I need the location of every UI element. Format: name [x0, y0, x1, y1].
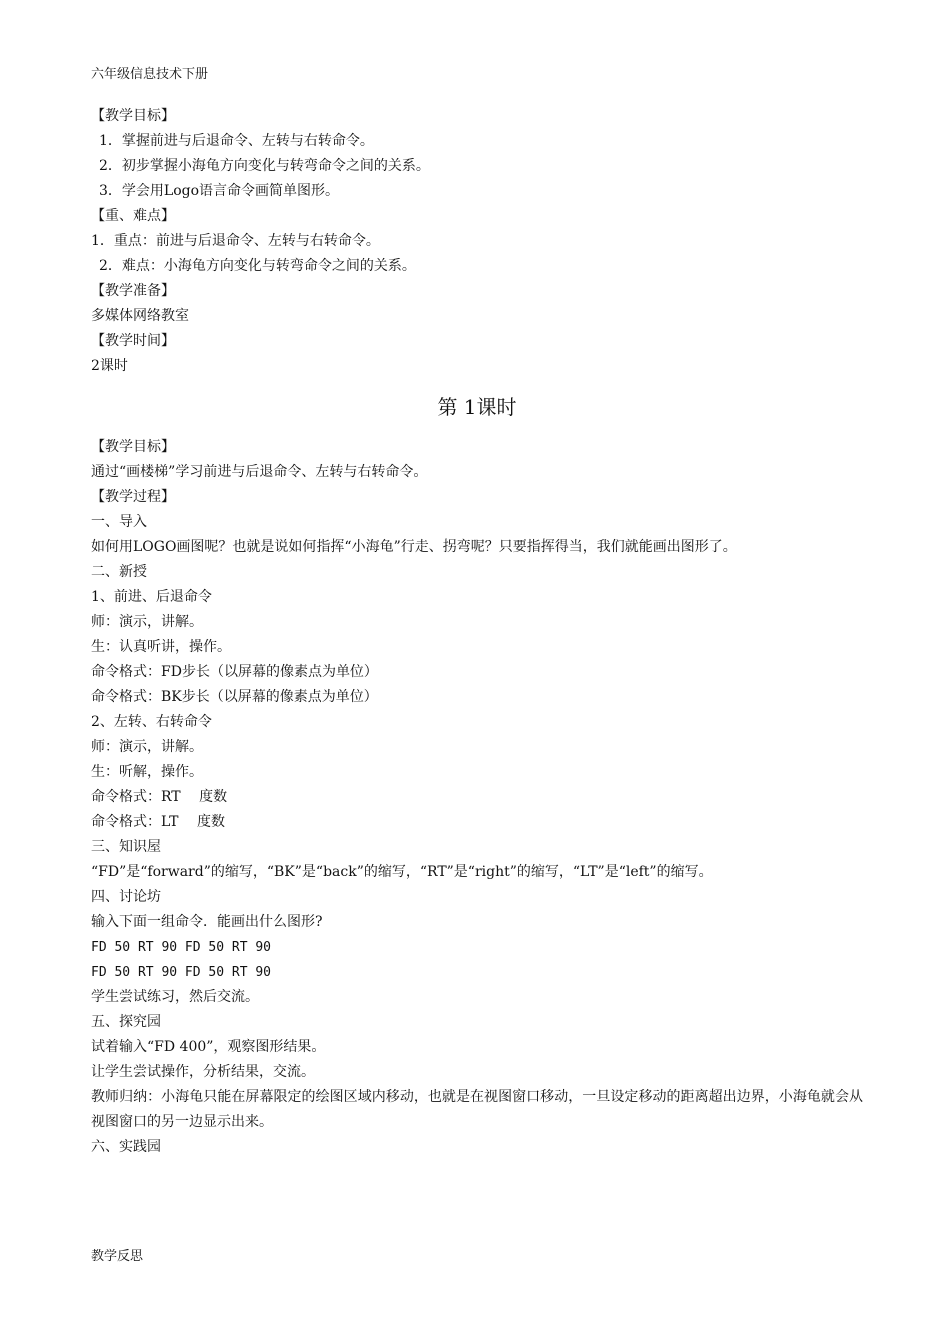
- section-explore: 五、探究园: [91, 1014, 161, 1030]
- section-intro-text: 如何用LOGO画图呢？也就是说如何指挥“小海龟”行走、拐弯呢？只要指挥得当，我们就能画出图形了。: [91, 539, 737, 555]
- knowledge-text: “FD”是“forward”的缩写，“BK”是“back”的缩写，“RT”是“right”的缩写，“LT”是“left”的缩写。: [91, 864, 713, 880]
- discussion-after: 学生尝试练习，然后交流。: [91, 989, 259, 1005]
- student-line: 生：听解，操作。: [91, 764, 203, 780]
- section-knowledge: 三、知识屋: [91, 839, 161, 855]
- prep-heading: 【教学准备】: [91, 283, 175, 299]
- lesson-goals-heading: 【教学目标】: [91, 439, 175, 455]
- section-discussion: 四、讨论坊: [91, 889, 161, 905]
- section-intro: 一、导入: [91, 514, 147, 530]
- prep-text: 多媒体网络教室: [91, 308, 189, 324]
- lesson-goals-text: 通过“画楼梯”学习前进与后退命令、左转与右转命令。: [91, 464, 428, 480]
- command-format: 命令格式：RT 度数: [91, 789, 228, 805]
- student-line: 生：认真听讲，操作。: [91, 639, 231, 655]
- time-text: 2课时: [91, 358, 128, 374]
- command-line: FD 50 RT 90 FD 50 RT 90: [91, 965, 272, 980]
- section-new: 二、新授: [91, 564, 147, 580]
- command-format: 命令格式：FD步长（以屏幕的像素点为单位）: [91, 664, 378, 680]
- focus-item: 2．难点：小海龟方向变化与转弯命令之间的关系。: [99, 258, 416, 274]
- explore-text: 让学生尝试操作，分析结果，交流。: [91, 1064, 315, 1080]
- goal-item: 2．初步掌握小海龟方向变化与转弯命令之间的关系。: [99, 158, 430, 174]
- teacher-summary: 教师归纳：小海龟只能在屏幕限定的绘图区域内移动，也就是在视图窗口移动，一旦设定移动的距离超出边界，小海龟就会从视图窗口的另一边显示出来。: [91, 1089, 863, 1130]
- time-heading: 【教学时间】: [91, 333, 175, 349]
- section-practice: 六、实践园: [91, 1139, 161, 1155]
- explore-text: 试着输入“FD 400”，观察图形结果。: [91, 1039, 326, 1055]
- teacher-line: 师：演示，讲解。: [91, 739, 203, 755]
- teacher-line: 师：演示，讲解。: [91, 614, 203, 630]
- subsection-left-right: 2、左转、右转命令: [91, 714, 212, 730]
- goal-item: 1．掌握前进与后退命令、左转与右转命令。: [99, 133, 374, 149]
- subsection-forward-back: 1、前进、后退命令: [91, 589, 212, 605]
- command-line: FD 50 RT 90 FD 50 RT 90: [91, 940, 272, 955]
- process-heading: 【教学过程】: [91, 489, 175, 505]
- page-header: 六年级信息技术下册: [91, 67, 209, 82]
- command-format: 命令格式：BK步长（以屏幕的像素点为单位）: [91, 689, 378, 705]
- command-format: 命令格式：LT 度数: [91, 814, 225, 830]
- discussion-text: 输入下面一组命令．能画出什么图形?: [91, 914, 323, 930]
- focus-item: 1．重点：前进与后退命令、左转与右转命令。: [91, 233, 380, 249]
- lesson-title: 第 1课时: [437, 395, 517, 419]
- focus-heading: 【重、难点】: [91, 208, 175, 224]
- page-footer: 教学反思: [91, 1249, 144, 1264]
- goals-heading: 【教学目标】: [91, 108, 175, 124]
- document-body: [91, 104, 863, 1160]
- goal-item: 3．学会用Logo语言命令画简单图形。: [99, 183, 340, 199]
